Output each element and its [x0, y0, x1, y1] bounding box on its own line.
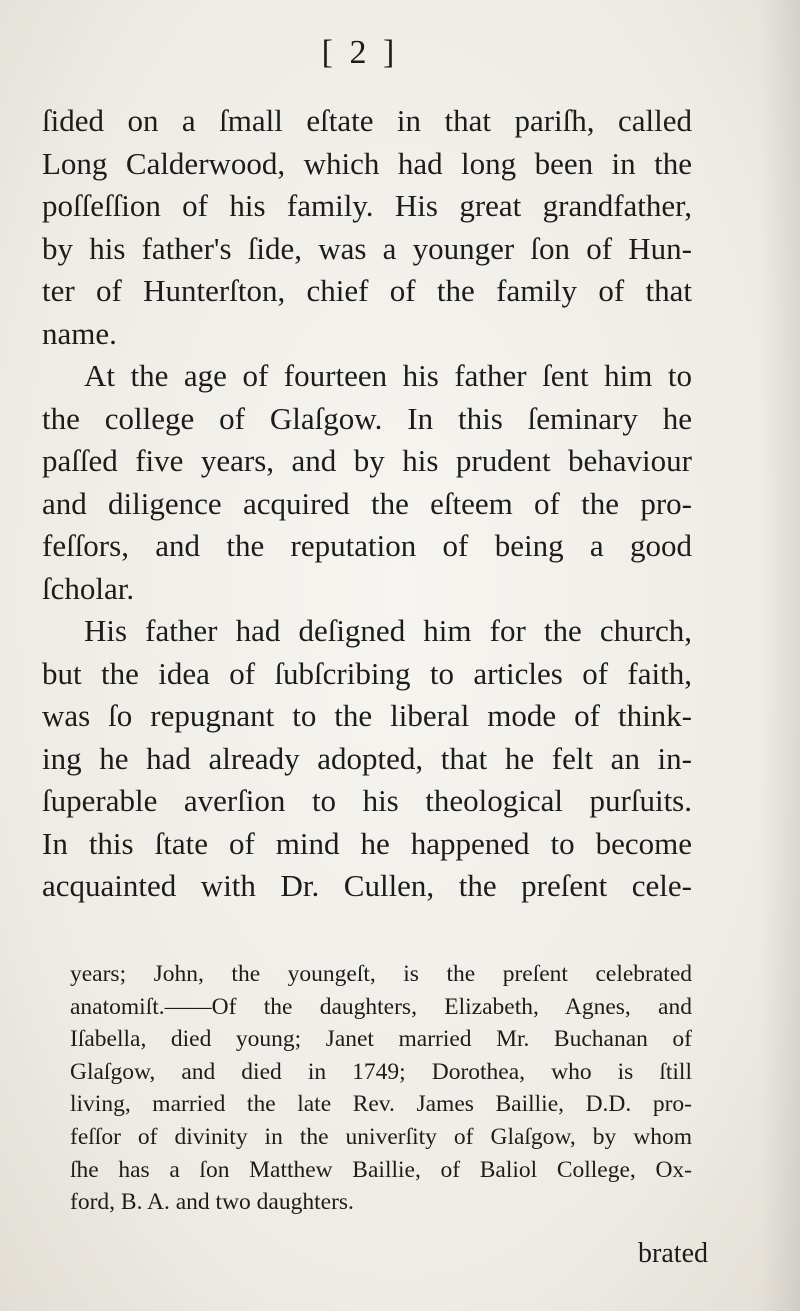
- text-line: At the age of fourteen his father ſent him to: [84, 358, 692, 393]
- footnote-line: years; John, the youngeſt, is the preſent celebrated: [70, 961, 692, 987]
- text-line: Long Calderwood, which had long been in the: [42, 145, 692, 181]
- footnote-line: living, married the late Rev. James Baillie, D.D. pro-: [70, 1091, 692, 1118]
- text-line: In this ſtate of mind he happened to become: [42, 825, 692, 861]
- footnote-line: feſſor of divinity in the univerſity of Glaſgow, by whom: [70, 1123, 692, 1150]
- catchword: brated: [638, 1238, 708, 1269]
- footnote-line: Iſabella, died young; Janet married Mr. Buchanan of: [70, 1026, 692, 1053]
- text-line: was ſo repugnant to the liberal mode of think-: [42, 698, 692, 733]
- text-line: but the idea of ſubſcribing to articles of faith,: [42, 655, 692, 691]
- text-line: name.: [42, 315, 117, 351]
- text-line: ſided on a ſmall eſtate in that pariſh, called: [42, 103, 692, 138]
- footnote-line: ſhe has a ſon Matthew Baillie, of Baliol College, Ox-: [70, 1156, 692, 1183]
- footnote: [70, 958, 692, 1219]
- text-line: acquainted with Dr. Cullen, the preſent cele-: [42, 868, 692, 903]
- page-number: [ 2 ]: [321, 34, 399, 71]
- text-line: and diligence acquired the eſteem of the pro-: [42, 485, 692, 521]
- text-line: His father had deſigned him for the church,: [84, 613, 692, 648]
- text-line: ter of Hunterſton, chief of the family of that: [42, 273, 692, 308]
- text-line: by his father's ſide, was a younger ſon of Hun-: [42, 230, 692, 266]
- text-line: feſſors, and the reputation of being a good: [42, 528, 692, 563]
- text-line: ſcholar.: [42, 570, 135, 606]
- main-text: [42, 100, 692, 908]
- text-line: paſſed five years, and by his prudent behaviour: [42, 443, 692, 478]
- footnote-line: Glaſgow, and died in 1749; Dorothea, who is ſtill: [70, 1058, 692, 1085]
- text-line: ſuperable averſion to his theological purſuits.: [42, 783, 692, 818]
- page-edge-shadow: [760, 0, 800, 1311]
- footnote-line: ford, B. A. and two daughters.: [70, 1189, 354, 1216]
- text-line: poſſeſſion of his family. His great grandfather,: [42, 188, 692, 223]
- footnote-line: anatomiſt.——Of the daughters, Elizabeth, Agnes, and: [70, 993, 692, 1020]
- text-line: the college of Glaſgow. In this ſeminary he: [42, 400, 692, 436]
- text-line: ing he had already adopted, that he felt an in-: [42, 740, 692, 776]
